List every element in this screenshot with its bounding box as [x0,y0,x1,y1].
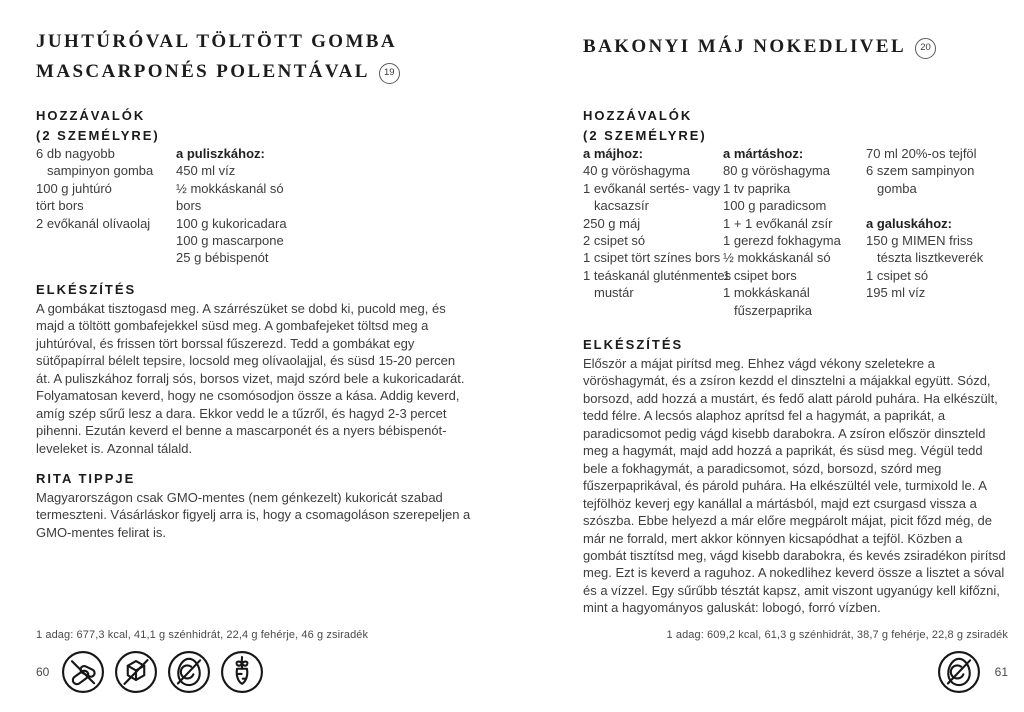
ingredient-item: ½ mokkáskanál só [723,250,831,266]
ingredient-item: kacsazsír [594,198,649,214]
ingredients-column-main [36,145,176,267]
ingredient-item: 100 g mascarpone [176,233,284,249]
vegetarian-icon [219,649,265,695]
ingredient-item: 80 g vöröshagyma [723,163,830,179]
ingredients-column-sauce [723,145,866,319]
ingredients-heading-line1: HOZZÁVALÓK [583,108,693,123]
nutrition-info: 1 adag: 677,3 kcal, 41,1 g szénhidrát, 22,4 g fehérje, 46 g zsiradék [36,629,369,641]
page-number: 61 [994,665,1008,679]
left-recipe-page [36,0,472,712]
ingredient-item: tört bors [36,198,84,214]
ingredient-item: 195 ml víz [866,285,926,301]
ingredient-item: 100 g paradicsom [723,198,827,214]
ingredient-item: 100 g kukoricadara [176,215,287,231]
ingredients-column-dumplings [866,145,983,319]
ingredient-item: mustár [594,285,634,301]
page-footer [36,649,472,695]
tip-text: Magyarországon csak GMO-mentes (nem génkezelt) kukoricát szabad termeszteni. Vásárláskor figyelj arra is, hogy a csomagoláson szerepeljen a GMO-mentes felirat is. [36,490,471,540]
ingredient-item: 1 evőkanál sertés- vagy [583,180,721,196]
ingredient-item: 450 ml víz [176,163,236,179]
page-footer [583,649,1008,695]
sugar-free-icon [113,649,159,695]
ingredient-item: bors [176,198,202,214]
ingredient-item: 6 szem sampinyon [866,163,975,179]
ingredient-item: 6 db nagyobb [36,146,115,161]
recipe-title-left [36,27,400,87]
ingredient-item: 1 teáskanál gluténmentes [583,267,732,283]
ingredient-item: 25 g bébispenót [176,250,269,266]
recipe-number-badge: 20 [915,38,936,59]
ingredients-heading [583,106,707,145]
recipe-title-line1: JUHTÚRÓVAL TÖLTÖTT GOMBA [36,31,397,52]
ingredient-item: 2 csipet só [583,233,646,249]
recipe-title-line1: BAKONYI MÁJ NOKEDLIVEL [583,36,907,57]
ingredient-item: 1 csipet bors [723,267,797,283]
ingredient-item: 40 g vöröshagyma [583,163,690,179]
ingredients-heading [36,106,160,145]
ingredient-item: sampinyon gomba [47,163,154,179]
ingredient-item: 1 + 1 evőkanál zsír [723,215,833,231]
ingredient-subheading: a puliszkához: [176,146,265,161]
ingredients-columns [36,145,287,267]
page-number: 60 [36,665,50,679]
recipe-number-badge: 19 [379,63,400,84]
egg-free-icon [936,649,982,695]
ingredient-item: ½ mokkáskanál só [176,180,284,196]
diet-icon-row [60,649,265,695]
ingredient-item: 250 g máj [583,215,641,231]
ingredient-item: tészta lisztkeverék [877,250,984,266]
nutrition-info: 1 adag: 609,2 kcal, 61,3 g szénhidrát, 38,7 g fehérje, 22,8 g zsiradék [666,629,1008,641]
method-text: A gombákat tisztogasd meg. A szárrészüket se dobd ki, pucold meg, és majd a töltött gombafejekkel süsd meg. A gombafejeket töltsd meg a juhtúróval, és frissen tört borssal fűszerezd. Tedd a gombákat egy sütőpapírral bélelt tepsire, locsold meg olívaolajjal, és süsd 15-20 percen át. A puliszkához forralj sós, borsos vizet, majd szórd bele a kukoricadarát. Folyamatosan keverd, hogy ne csomósodjon össze a kása. Addig keverd, amíg szép sűrű lesz a dara. Ekkor vedd le a tűzről, és hagyd 2-3 percet pihenni. Ezután keverd el benne a mascarponét és a nyers bébispenót-leveleket is. Azonnal tálald. [36,301,465,456]
ingredient-item: 2 evőkanál olívaolaj [36,215,151,231]
method-text: Először a májat pirítsd meg. Ehhez vágd vékony szeletekre a vöröshagymát, és a zsíron kezdd el dinsztelni a májakkal együtt. Sózd, borsozd, add hozzá a mustárt, és fedő alatt párold puhára. Ha elkészült, tedd félre. A lecsós alaphoz aprítsd fel a hagymát, a paprikát, a paradicsomot pedig vágd kisebb darabokra. A zsíron először dinszteld meg a hagymát, majd add hozzá a paprikát, és süsd meg. Végül tedd bele a fokhagymát, a paradicsomot, sózd, borsozd, szórd meg fűszerpaprikával, és párold puhára. Ha elkészültél vele, turmixold le. A tejfölhöz keverj egy kanállal a mártásból, majd ezt csurgasd vissza a szószba. Ebbe helyezd a már előre megpárolt májat, picit főzd még, de már ne forrald, mert akkor könnyen kicsapódhat a tejföl. Közben a gombát tisztítsd meg, vágd kisebb darabokra, és kevés zsiradékon pirítsd meg. Ezt is keverd a raguhoz. A nokedlihez keverd össze a lisztet a sóval és a vízzel. Egy sűrűbb tésztát kapsz, amit viszont ugyanúgy kell kifőzni, mint a hagyományos galuskát: lobogó, forró vízben. [583,356,1006,616]
peanut-free-icon [60,649,106,695]
ingredient-item: 1 tv paprika [723,180,791,196]
ingredients-column-liver [583,145,732,319]
diet-icon-row [936,649,982,695]
ingredient-item: 1 gerezd fokhagyma [723,233,841,249]
ingredient-item: 70 ml 20%-os tejföl [866,146,977,161]
ingredient-item: gomba [877,180,917,196]
ingredients-heading-line2: (2 SZEMÉLYRE) [583,127,707,143]
recipe-title-right [583,32,936,62]
ingredient-item: 100 g juhtúró [36,180,112,196]
egg-free-icon [166,649,212,695]
recipe-title-line2: MASCARPONÉS POLENTÁVAL [36,61,370,82]
ingredient-item: 1 csipet tört színes bors [583,250,721,266]
ingredient-item: 150 g MIMEN friss [866,233,973,249]
method-heading: ELKÉSZÍTÉS [36,282,137,297]
ingredient-subheading: a májhoz: [583,146,643,161]
ingredient-subheading: a galuskához: [866,215,952,231]
method-heading: ELKÉSZÍTÉS [583,337,684,352]
ingredients-column-polenta [176,145,287,267]
tip-heading: RITA TIPPJE [36,471,136,486]
ingredients-heading-line1: HOZZÁVALÓK [36,108,146,123]
ingredient-item: 1 mokkáskanál [723,285,810,301]
right-recipe-page [583,0,1008,712]
ingredient-item: fűszerpaprika [734,302,813,318]
ingredient-item: 1 csipet só [866,267,929,283]
ingredient-subheading: a mártáshoz: [723,146,804,161]
ingredients-columns [583,145,983,319]
ingredients-heading-line2: (2 SZEMÉLYRE) [36,127,160,143]
